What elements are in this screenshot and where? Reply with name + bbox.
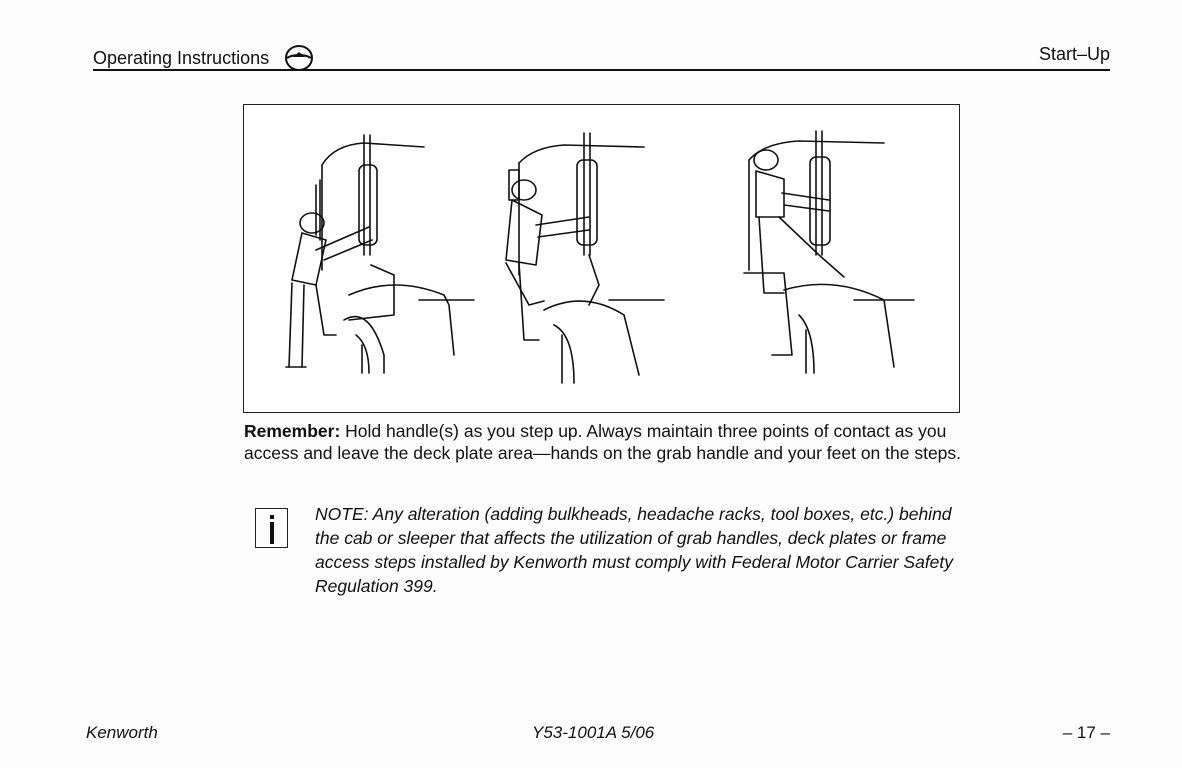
climbing-illustration — [243, 104, 960, 413]
footer-doc-id: Y53-1001A 5/06 — [532, 723, 655, 742]
steering-wheel-icon — [283, 44, 315, 72]
remember-text: Hold handle(s) as you step up. Always maintain three points of contact as you access and leave the deck plate area—hands on the grab handle and your feet on the steps. — [244, 421, 962, 463]
page-number: – 17 – — [1062, 723, 1110, 742]
header — [93, 44, 315, 72]
header-title: Operating Instructions — [93, 47, 270, 68]
info-icon — [255, 508, 288, 548]
panel-1-climbing-figure — [286, 135, 474, 373]
remember-paragraph — [244, 420, 964, 464]
section-title: Start–Up — [1038, 44, 1110, 64]
panel-2-climbing-figure — [506, 133, 664, 383]
note-text: NOTE: Any alteration (adding bulkheads, headache racks, tool boxes, etc.) behind the cab or sleeper that affects the utilization of grab handles, deck plates or frame access steps installed by Kenworth must comply with Federal Motor Carrier Safety Regulation 399. — [315, 504, 954, 596]
header-divider — [93, 69, 1110, 71]
panel-3-climbing-figure — [744, 131, 914, 373]
footer-brand: Kenworth — [86, 723, 158, 742]
remember-label: Remember: — [244, 421, 341, 441]
